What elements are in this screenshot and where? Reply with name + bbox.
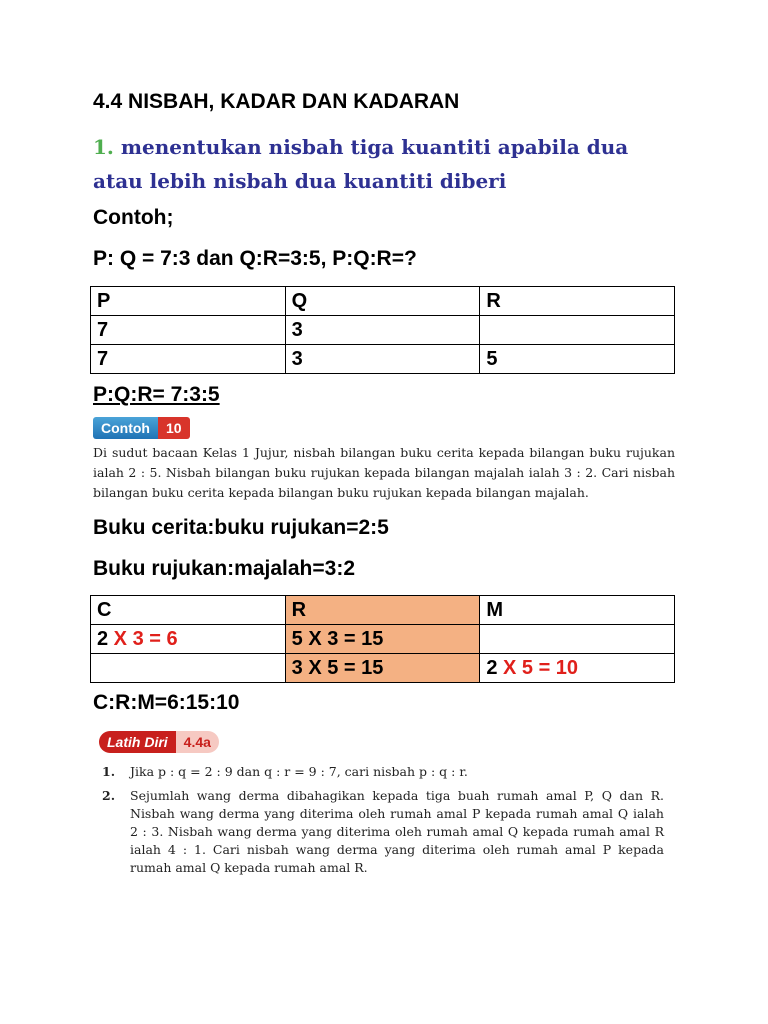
answer-pqr: P:Q:R= 7:3:5	[93, 383, 220, 406]
ratio-statement-1: Buku cerita:buku rujukan=2:5	[93, 516, 389, 539]
table-cell: 3	[285, 345, 480, 374]
subtopic	[93, 130, 683, 198]
problem-statement: P: Q = 7:3 dan Q:R=3:5, P:Q:R=?	[93, 247, 417, 270]
cell-prefix: 2	[97, 627, 109, 650]
exercise-text: Sejumlah wang derma dibahagikan kepada tiga buah rumah amal P, Q dan R. Nisbah wang derma yang diterima oleh rumah amal P kepada rumah amal Q ialah 2 : 3. Nisbah wang derma yang diterima oleh rumah amal Q kepada rumah amal R ialah 4 : 1. Cari nisbah wang derma yang diterima oleh rumah amal P kepada rumah amal Q kepada rumah amal R.	[130, 788, 664, 875]
subtopic-text: menentukan nisbah tiga kuantiti apabila dua atau lebih nisbah dua kuantiti diberi	[93, 135, 629, 193]
table-row	[91, 316, 675, 345]
answer-crm: C:R:M=6:15:10	[93, 691, 240, 714]
table-cell: 7	[91, 345, 286, 374]
table-cell: 7	[91, 316, 286, 345]
table-cell-highlight: R	[285, 596, 480, 625]
exercise-item	[102, 763, 664, 781]
table-cell-highlight: 3 X 5 = 15	[285, 654, 480, 683]
table-cell: M	[480, 596, 675, 625]
table-cell	[91, 625, 286, 654]
table-cell-highlight: 5 X 3 = 15	[285, 625, 480, 654]
table-cell: R	[480, 287, 675, 316]
section-heading: 4.4 NISBAH, KADAR DAN KADARAN	[93, 90, 460, 113]
table-row	[91, 287, 675, 316]
badge-number: 4.4a	[176, 731, 219, 753]
table-cell: 3	[285, 316, 480, 345]
exercise-item	[102, 787, 664, 877]
table-row	[91, 625, 675, 654]
table-cell	[480, 654, 675, 683]
table-cell	[91, 654, 286, 683]
ratio-table-pqr	[90, 286, 675, 374]
badge-number: 10	[158, 417, 190, 439]
table-cell	[480, 625, 675, 654]
exercise-number: 2.	[102, 788, 116, 803]
badge-label: Contoh	[93, 417, 158, 439]
latih-diri-badge	[99, 731, 219, 753]
cell-red-text: X 3 = 6	[108, 627, 178, 650]
badge-label: Latih Diri	[99, 731, 176, 753]
exercise-text: Jika p : q = 2 : 9 dan q : r = 9 : 7, cari nisbah p : q : r.	[130, 764, 468, 779]
cell-red-text: X 5 = 10	[497, 656, 579, 679]
example-10-text: Di sudut bacaan Kelas 1 Jujur, nisbah bilangan buku cerita kepada bilangan buku rujukan ialah 2 : 5. Nisbah bilangan buku rujukan kepada bilangan majalah ialah 3 : 2. Cari nisbah bilangan buku cerita kepada bilangan buku rujukan kepada bilangan majalah.	[93, 445, 675, 500]
table-row	[91, 654, 675, 683]
example-label: Contoh;	[93, 206, 174, 229]
table-cell	[480, 316, 675, 345]
table-cell: Q	[285, 287, 480, 316]
contoh-badge	[93, 417, 190, 439]
ratio-statement-2: Buku rujukan:majalah=3:2	[93, 557, 355, 580]
table-row	[91, 596, 675, 625]
ratio-table-crm	[90, 595, 675, 683]
exercise-number: 1.	[102, 764, 116, 779]
cell-prefix: 2	[486, 656, 498, 679]
table-cell: 5	[480, 345, 675, 374]
table-cell: P	[91, 287, 286, 316]
table-row	[91, 345, 675, 374]
table-cell: C	[91, 596, 286, 625]
subtopic-number: 1.	[93, 135, 114, 159]
